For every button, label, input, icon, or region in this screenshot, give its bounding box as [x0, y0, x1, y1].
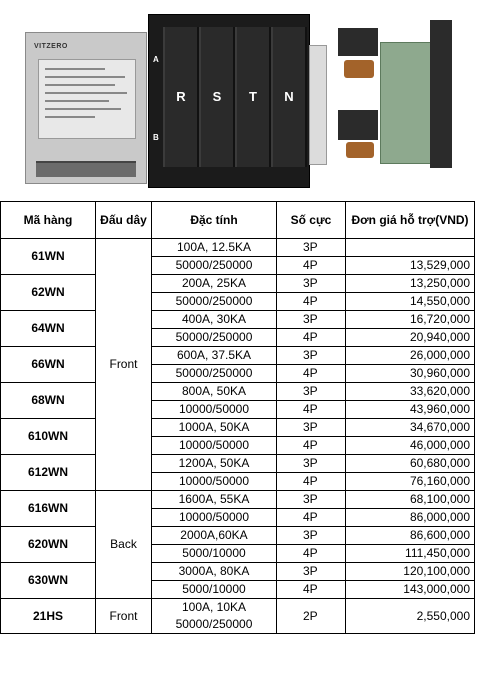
spec-rating: 1200A, 50KA: [152, 455, 277, 473]
pole-cell: 4P: [277, 365, 346, 383]
col-header-wire: Đấu dây: [96, 202, 152, 239]
product-code: 616WN: [1, 491, 96, 527]
pole-cell: 3P: [277, 275, 346, 293]
product-photo: [0, 0, 480, 200]
spec-rating: 100A, 12.5KA: [152, 239, 277, 257]
pole-cell: 4P: [277, 545, 346, 563]
spec-rating: 1000A, 50KA: [152, 419, 277, 437]
pole-r: R: [163, 27, 199, 167]
pole-cell: 4P: [277, 509, 346, 527]
pole-cell: 3P: [277, 563, 346, 581]
price-cell: 86,000,000: [346, 509, 475, 527]
price-cell: 60,680,000: [346, 455, 475, 473]
price-cell: 68,100,000: [346, 491, 475, 509]
table-row-21hs: [1, 599, 475, 634]
switch-controller: [25, 32, 147, 184]
product-code: 68WN: [1, 383, 96, 419]
price-cell: 14,550,000: [346, 293, 475, 311]
price-cell: 33,620,000: [346, 383, 475, 401]
wiring-cell: Front: [96, 599, 152, 634]
col-header-code: Mã hàng: [1, 202, 96, 239]
spec-cycles: 10000/50000: [152, 401, 277, 419]
pole-cell: 3P: [277, 347, 346, 365]
product-code: 64WN: [1, 311, 96, 347]
spec-rating: 1600A, 55KA: [152, 491, 277, 509]
price-cell: 30,960,000: [346, 365, 475, 383]
pole-cell: 4P: [277, 437, 346, 455]
col-header-price: Đơn giá hỗ trợ(VND): [346, 202, 475, 239]
pole-cell: 3P: [277, 239, 346, 257]
terminal-block: [36, 161, 136, 177]
pole-cell: 3P: [277, 491, 346, 509]
col-header-spec: Đặc tính: [152, 202, 277, 239]
spec-cycles: 50000/250000: [152, 365, 277, 383]
price-cell: 2,550,000: [346, 599, 475, 634]
spec-rating: 400A, 30KA: [152, 311, 277, 329]
pole-cell: 4P: [277, 293, 346, 311]
pole-cell: 3P: [277, 419, 346, 437]
table-header-row: [1, 202, 475, 239]
price-table: [0, 201, 475, 634]
pole-cell: 3P: [277, 527, 346, 545]
nameplate: [38, 59, 136, 139]
price-cell: 26,000,000: [346, 347, 475, 365]
spec-rating: 600A, 37.5KA: [152, 347, 277, 365]
spec-cycles: 50000/250000: [175, 617, 253, 631]
pole-cell: 4P: [277, 401, 346, 419]
pole-cell: 4P: [277, 473, 346, 491]
spec-cycles: 10000/50000: [152, 473, 277, 491]
spec-cycles: 50000/250000: [152, 257, 277, 275]
side-label-b: B: [153, 133, 159, 142]
table-row: [1, 527, 475, 545]
table-row: [1, 239, 475, 257]
price-cell: 143,000,000: [346, 581, 475, 599]
operating-mechanism: [338, 20, 456, 168]
spec-cycles: 5000/10000: [152, 545, 277, 563]
table-row: [1, 383, 475, 401]
spec-cycles: 5000/10000: [152, 581, 277, 599]
pole-s: S: [199, 27, 235, 167]
spec-rating: 200A, 25KA: [152, 275, 277, 293]
price-cell: 46,000,000: [346, 437, 475, 455]
table-row: [1, 455, 475, 473]
product-code: 620WN: [1, 527, 96, 563]
pole-cell: 2P: [277, 599, 346, 634]
price-cell: 16,720,000: [346, 311, 475, 329]
pole-cell: 3P: [277, 383, 346, 401]
price-cell: 76,160,000: [346, 473, 475, 491]
pole-cell: 3P: [277, 311, 346, 329]
table-row: [1, 275, 475, 293]
price-cell: 111,450,000: [346, 545, 475, 563]
price-cell: 120,100,000: [346, 563, 475, 581]
price-cell: 43,960,000: [346, 401, 475, 419]
product-code: 62WN: [1, 275, 96, 311]
price-cell: 13,529,000: [346, 257, 475, 275]
product-code: 61WN: [1, 239, 96, 275]
product-code: 612WN: [1, 455, 96, 491]
table-row: [1, 563, 475, 581]
price-cell: 13,250,000: [346, 275, 475, 293]
pole-n: N: [271, 27, 307, 167]
spec-rating: 2000A,60KA: [152, 527, 277, 545]
spec-cell: [152, 599, 277, 634]
price-cell: 34,670,000: [346, 419, 475, 437]
pole-assembly: [148, 14, 310, 188]
spec-cycles: 10000/50000: [152, 437, 277, 455]
spec-cycles: 50000/250000: [152, 329, 277, 347]
product-code: 66WN: [1, 347, 96, 383]
spec-rating: 3000A, 80KA: [152, 563, 277, 581]
spec-rating: 100A, 10KA: [181, 600, 247, 614]
table-row: [1, 347, 475, 365]
price-cell: 86,600,000: [346, 527, 475, 545]
pole-side-plate: [309, 45, 327, 165]
col-header-poles: Số cực: [277, 202, 346, 239]
price-cell: [346, 239, 475, 257]
product-code: 610WN: [1, 419, 96, 455]
pole-t: T: [235, 27, 271, 167]
wiring-cell-front: Front: [96, 239, 152, 491]
wiring-cell-back: Back: [96, 491, 152, 599]
side-label-a: A: [153, 55, 159, 64]
table-row: [1, 491, 475, 509]
table-row: [1, 419, 475, 437]
pole-cell: 4P: [277, 329, 346, 347]
price-cell: 20,940,000: [346, 329, 475, 347]
product-code: 21HS: [1, 599, 96, 634]
spec-rating: 800A, 50KA: [152, 383, 277, 401]
product-code: 630WN: [1, 563, 96, 599]
table-row: [1, 311, 475, 329]
brand-label: VITZERO: [34, 43, 68, 50]
pole-cell: 3P: [277, 455, 346, 473]
spec-cycles: 50000/250000: [152, 293, 277, 311]
spec-cycles: 10000/50000: [152, 509, 277, 527]
pole-cell: 4P: [277, 257, 346, 275]
pole-cell: 4P: [277, 581, 346, 599]
